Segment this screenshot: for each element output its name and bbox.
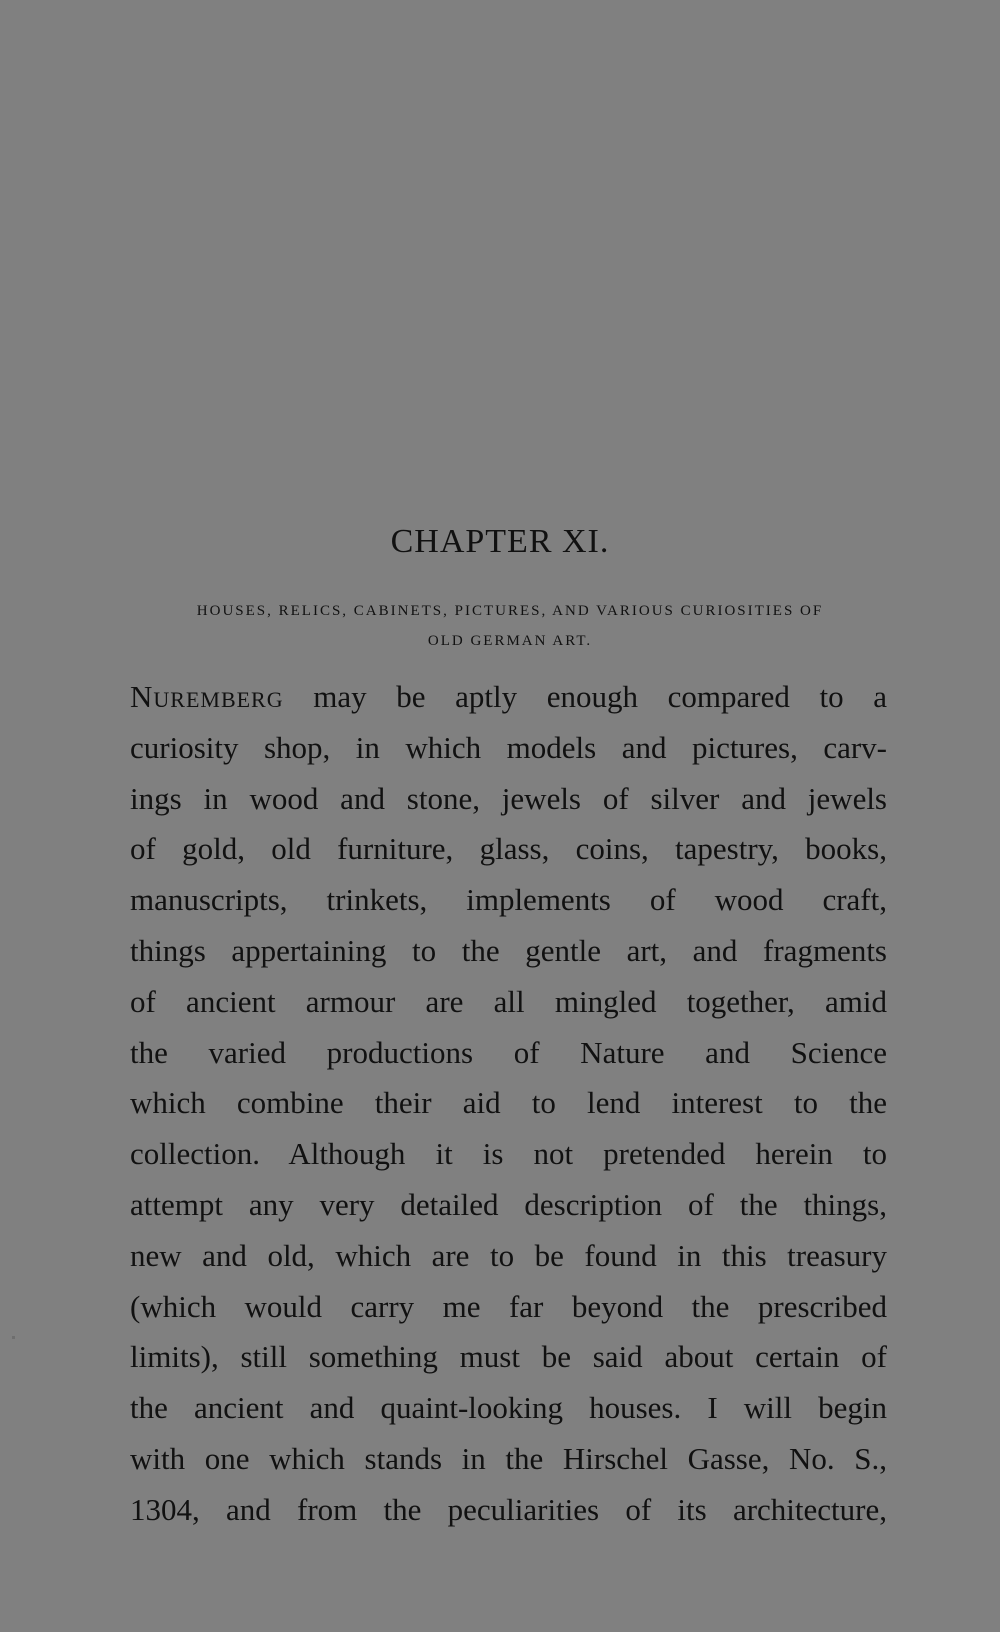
first-word: Nuremberg [130,679,284,714]
text-line-9: which combine their aid to lend interest to the [130,1085,887,1121]
margin-speck [12,1336,15,1339]
text-line-12: new and old, which are to be found in this treasury [130,1237,887,1273]
text-line-8: the varied productions of Nature and Science [130,1034,887,1070]
text-line-14: limits), still something must be said about certain of [130,1339,887,1375]
text-line-15: the ancient and quaint-looking houses. I will begin [130,1390,887,1426]
text-line-10: collection. Although it is not pretended herein to [130,1136,887,1172]
text-line-17: 1304, and from the peculiarities of its architecture, [130,1491,887,1527]
text-line-6: things appertaining to the gentle art, and fragments [130,932,887,968]
text-line-16: with one which stands in the Hirschel Gasse, No. S., [130,1440,887,1476]
chapter-subtitle [140,596,880,656]
text-line-4: of gold, old furniture, glass, coins, tapestry, books, [130,831,887,867]
text-line-5: manuscripts, trinkets, implements of wood craft, [130,882,887,918]
chapter-subtitle-line-2: OLD GERMAN ART. [427,633,593,649]
text-line-1-rest: may be aptly enough compared to a [283,679,887,714]
chapter-subtitle-line-1: HOUSES, RELICS, CABINETS, PICTURES, AND VARIOUS CURIOSITIES OF [196,603,824,619]
body-paragraph [130,672,887,1536]
text-line-3: ings in wood and stone, jewels of silver and jewels [130,780,887,816]
text-line-11: attempt any very detailed description of the things, [130,1186,887,1222]
chapter-title: CHAPTER XI. [390,523,610,560]
text-line-7: of ancient armour are all mingled together, amid [130,983,887,1019]
text-line-1 [130,672,887,723]
text-line-2: curiosity shop, in which models and pictures, carv- [130,729,887,765]
text-line-13: (which would carry me far beyond the prescribed [130,1288,887,1324]
